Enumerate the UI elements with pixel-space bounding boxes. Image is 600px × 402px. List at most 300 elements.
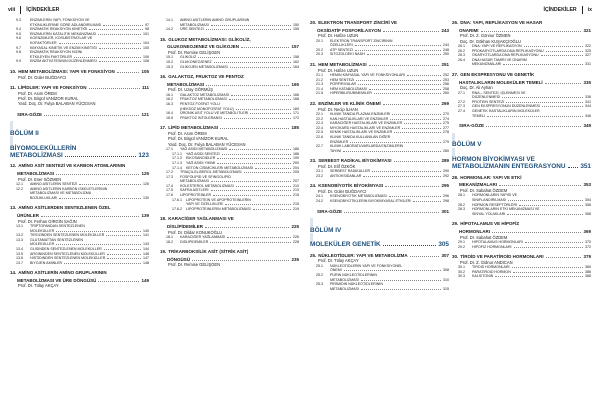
entry-number: 22. (310, 100, 317, 106)
page-ref: 139 (141, 212, 149, 218)
entry-title: TRİKARBOKSİLİK ASİT (SİTRİK ASİT) (168, 249, 249, 255)
chapter-entry (160, 37, 299, 43)
entry-title: DİSLİPİDEMİLER (167, 224, 204, 230)
page-ref: 111 (141, 84, 149, 90)
header-divider (20, 6, 21, 14)
page-ref: 215 (293, 202, 299, 207)
dot-leader (59, 198, 141, 199)
page-ref: 379 (583, 254, 591, 260)
entry-title: DNA: YAPI, REPLİKASYON VE HASAR (460, 20, 543, 25)
page-ref: 207 (293, 179, 299, 184)
entry-title: DİSLİPİDEMİLER (180, 239, 209, 244)
page-ref: 143 (143, 242, 149, 247)
entry-title: TAYİNİ (330, 148, 342, 153)
entry-number: 26.4 (458, 57, 465, 62)
dot-leader (89, 88, 140, 89)
dot-leader (383, 31, 440, 32)
entry-title: KSENOBİYOTİK METABOLİZMASI (330, 194, 387, 199)
entry-title: HİPOFİZ HORMONLARI (472, 244, 512, 249)
entry-number: 16.2 (166, 97, 173, 102)
entry-title: TİROİD VE PARATİROİD HORMONLARI (460, 254, 544, 260)
entry-title: ETKİNLİKLERİNE GÖRE ADLANDIRILMASI (30, 22, 102, 27)
entry-title: LİPOPROTEİNLERİN METABOLİZMASI (186, 206, 251, 211)
entry-number: 22.2 (316, 116, 323, 121)
page-ref: 369 (583, 228, 591, 234)
entry-title: GLİKOJEN METABOLİZMASI (180, 64, 228, 69)
dot-leader (355, 50, 441, 51)
entry-title: KLİNİK TANIDA PLAZMA ENZİMLERİ (330, 111, 391, 116)
entry-title: METABOLİZMASI (330, 286, 359, 291)
dot-leader (244, 172, 291, 173)
page-ref: 155 (293, 27, 299, 32)
page-ref: 144 (143, 246, 149, 251)
entry-title: PORFİRİYALAR (330, 82, 357, 87)
part-title-row (310, 241, 449, 248)
page-ref: 158 (293, 55, 299, 60)
entry-title: AMİNO ASİTLERİN KARBON İSKELETLERİNİN (30, 186, 108, 191)
dot-leader (236, 109, 291, 110)
dot-leader (568, 167, 579, 168)
toc-column-1 (10, 18, 149, 289)
entry-title: ENZİMLER VE KLİNİK ÖNEMİ (318, 100, 381, 106)
spacer (10, 265, 149, 268)
entry-number: 21. (310, 61, 317, 67)
part-title: METABOLİZMANIN ENTEGRASYONU (452, 163, 566, 171)
entry-title: GEN EKSPRESYONUN DÜZENLENMESİ (472, 104, 540, 109)
entry-title: ENZİMATİK REAKSİYON KİNETİĞİ (30, 27, 88, 32)
dot-leader (394, 161, 440, 162)
entry-title: ENZİMLERİN KATALİTİK MEKANİZMASI (30, 31, 96, 36)
entry-title: ONARIMI (459, 27, 479, 33)
entry-title: MOLEKÜLLER (30, 242, 55, 247)
entry-number: 23.2 (316, 173, 323, 178)
part-title-line: BİYOMOLEKÜLLERİN (10, 144, 77, 152)
spacer (10, 200, 149, 203)
entry-title: GENETİK HASTALIKLARIN MOLEKÜLER (472, 108, 540, 113)
page-ref: 278 (443, 130, 449, 135)
page-ref: 349 (583, 123, 591, 129)
part-number-line (452, 134, 591, 156)
dot-leader (344, 270, 441, 271)
dot-leader (99, 48, 141, 49)
section-entry (452, 274, 591, 279)
entry-number: 16.1 (166, 92, 173, 97)
dot-leader (224, 118, 291, 119)
dot-leader (369, 89, 441, 90)
entry-number: 12.2 (16, 186, 23, 191)
dot-leader (56, 174, 139, 175)
page-ref: 322 (585, 44, 591, 48)
dot-leader (64, 263, 141, 264)
dot-leader (356, 80, 441, 81)
author-name: Yard. Doç. Dr. Fulya BALABAN YÜCESAN (18, 101, 96, 107)
spacer (310, 153, 449, 156)
author-name: Prof. Dr. Tülay AKÇAY (318, 258, 359, 264)
dot-leader (410, 256, 440, 257)
dot-leader (361, 280, 441, 281)
page-ref: 205 (293, 170, 299, 175)
dot-leader (103, 25, 143, 26)
header-title-right: İÇİNDEKİLER (543, 7, 577, 13)
page-ref: 244 (443, 43, 449, 48)
entry-title: GLUKONEOJENEZ VE GLİKOJEN (167, 44, 240, 50)
chapter-entry (10, 112, 149, 118)
entry-number: 20.1 (316, 38, 323, 43)
entry-number: 25.2 (316, 273, 323, 278)
entry-number: 9.9 (16, 59, 21, 64)
dot-leader (74, 57, 141, 58)
entry-number: 17.6.2 (172, 206, 182, 211)
entry-title: HASTALIKLARIN MOLEKÜLER TEMELİ (459, 79, 543, 85)
entry-number: 15. (160, 36, 167, 42)
entry-title: KARACİĞER YAĞLANMASI (180, 235, 226, 240)
page-ref: 243 (441, 27, 449, 33)
dot-leader (255, 168, 291, 169)
dot-leader (481, 31, 582, 32)
page-ref: 325 (585, 48, 591, 53)
dot-leader (369, 65, 440, 66)
author-name: Prof. Dr. Asım ÖREM (168, 130, 207, 136)
dot-leader (222, 154, 291, 155)
page-number-right: ix (587, 7, 592, 13)
author-name: Prof. Dr. Necip İLHAN (318, 106, 358, 112)
page-ref: 204 (293, 165, 299, 170)
entry-number: 26.2 (458, 48, 465, 53)
entry-title: HEM KATABOLİZMASI (330, 86, 368, 91)
page-ref: 157 (291, 44, 299, 50)
entry-title: METABOLİZMASI VE ÜRE DÖNGÜSÜ (17, 277, 97, 283)
page-ref: 166 (293, 92, 299, 97)
entry-number: 9.8 (16, 50, 21, 55)
entry-number: 9.6 (16, 36, 21, 41)
entry-title: ARGİNİNDEN SENTEZLENEN MOLEKÜLLER (30, 251, 105, 256)
entry-title: DNA HASAR TAMİRİ VE ONARIM (472, 57, 527, 62)
dot-leader (89, 29, 143, 30)
dot-leader (385, 186, 439, 187)
entry-title: KOFAKTÖRLER (30, 40, 57, 45)
entry-title: MEKANİZMALARI (459, 182, 497, 188)
dot-leader (487, 116, 583, 117)
dot-leader (225, 204, 291, 205)
spacer (310, 57, 449, 60)
page-ref: 141 (143, 233, 149, 238)
entry-number: 21.5 (316, 91, 323, 96)
spacer (160, 120, 299, 123)
entry-title: SIRA-GÖZE (459, 123, 485, 129)
author-name: Prof. Dr. Remise GELİŞGEN (168, 262, 221, 268)
entry-title: PROKARYOTLARDA DNA REPLİKASYONU (472, 48, 544, 53)
dot-leader (211, 190, 291, 191)
entry-number: 15.2 (166, 59, 173, 64)
entry-title: DÜZENLENMESİ (472, 95, 501, 100)
dot-leader (383, 104, 440, 105)
chapter-entry (452, 72, 591, 78)
entry-number: 14.2 (166, 27, 173, 32)
dot-leader (502, 97, 583, 98)
page-ref: 97 (145, 22, 149, 27)
entry-title: DNA: YAPI VE REPLİKASYON (472, 44, 522, 48)
dot-leader (358, 84, 441, 85)
entry-title: OKSİDATİF FOSFORİLASYON (317, 27, 381, 33)
part-number-line (310, 219, 449, 241)
entry-title: PÜRİN NÜKLEOTİDLERİNİN (330, 273, 377, 278)
page-ref: 171 (293, 111, 299, 116)
page-ref: 185 (291, 125, 299, 131)
entry-title: (HEKSOZ MONOFOSFAT YOLU) (180, 106, 234, 111)
entry-number: 30. (452, 254, 459, 260)
dot-leader (198, 57, 291, 58)
entry-title: TİROİD HORMONLARI (472, 265, 510, 270)
entry-title: PROTEİN SENTEZİ (472, 99, 505, 104)
page-ref: 147 (143, 256, 149, 261)
dot-leader (389, 196, 441, 197)
part-heading (10, 122, 149, 159)
page-ref: 327 (585, 53, 591, 58)
entry-title: LİPOPROTEİN VE APOPROTEİNLERİN (186, 197, 251, 202)
dot-leader (407, 75, 441, 76)
entry-title: SIRA-GÖZE (317, 208, 343, 214)
entry-number: 28. (452, 174, 459, 180)
entry-title: KOENZİMLER, KOSUBSTRATLAR VE (30, 36, 93, 41)
dot-leader (402, 128, 441, 129)
entry-number: 17.1 (166, 147, 173, 152)
dot-leader (492, 232, 581, 233)
entry-number: 27.2 (458, 99, 465, 104)
entry-title: SERBEST RADİKAL BİYOKİMYASI (318, 158, 392, 164)
entry-title: TRİPTOFANDAN SENTEZLENEN (30, 223, 85, 228)
entry-number: 21.1 (316, 72, 323, 77)
author-name: Prof. Dr. Hafize UZUN (318, 33, 359, 39)
page-ref: 275 (443, 121, 449, 126)
spacer (310, 204, 449, 207)
entry-title: BİYOJEN AMİNLER (30, 260, 63, 265)
entry-number: 18. (160, 216, 167, 222)
dot-leader (65, 156, 137, 157)
page-ref: 310 (443, 277, 449, 282)
dot-leader (545, 83, 582, 84)
entry-number: 24.2 (316, 199, 323, 204)
entry-title: SIRA-GÖZE (17, 111, 43, 117)
entry-title: PENTOZ FOSFAT YOLU (180, 101, 220, 106)
part-title-row (10, 152, 149, 159)
entry-title: AMİNO ASİT SENTEZİ VE KARBON ATOMLARININ (18, 163, 126, 169)
entry-number: 20.2 (316, 47, 323, 52)
section-entry (310, 287, 449, 292)
dot-leader (361, 289, 441, 290)
spacer (452, 118, 591, 121)
author-name: Prof. Dr. Sabahat ÖZDEM (460, 234, 508, 240)
page-ref: 101 (143, 31, 149, 36)
page-ref: 370 (585, 239, 591, 244)
entry-number: 17.4 (166, 183, 173, 188)
page-ref: 308 (443, 268, 449, 273)
author-name: Prof. Dr. Elif ÖZKÖK (318, 163, 356, 169)
dot-leader (211, 181, 291, 182)
page-ref: 248 (443, 47, 449, 52)
entry-number: 21.2 (316, 77, 323, 82)
dot-leader (506, 102, 583, 103)
spacer (310, 178, 449, 181)
spacer (452, 249, 591, 252)
entry-number: 15.1 (166, 55, 173, 60)
chapter-entry (310, 20, 449, 26)
page-header-left (8, 4, 59, 16)
part-title: MOLEKÜLER GENETİK (310, 241, 381, 249)
spacer (160, 211, 299, 214)
entry-number: 22.6 (316, 134, 323, 139)
entry-number: 10. (10, 68, 17, 74)
author-name: Prof. Dr. Güler BUĞDAYCI (18, 74, 67, 80)
dot-leader (546, 51, 583, 52)
chapter-entry (452, 20, 591, 26)
entry-number: 17.6 (166, 193, 173, 198)
page-ref: 213 (293, 188, 299, 193)
entry-number: 16.3 (166, 101, 173, 106)
dot-leader (106, 235, 141, 236)
page-ref: 168 (293, 97, 299, 102)
entry-title: HORMONLARI (459, 228, 490, 234)
entry-title: KOLESTEROL METABOLİZMASI (180, 183, 234, 188)
entry-number: 29.2 (458, 244, 465, 249)
page-ref: 295 (441, 183, 449, 189)
entry-title: ENZİMLER (330, 139, 349, 144)
part-number-bar (452, 133, 591, 157)
entry-number: 12.1 (16, 181, 23, 186)
page-number-left: viii (8, 7, 16, 13)
page-ref: 98 (145, 27, 149, 32)
page-ref: 256 (443, 82, 449, 87)
dot-leader (524, 46, 583, 47)
dot-leader (206, 29, 291, 30)
author-name: Prof. Dr. Birgül VANİZOR KURAL (168, 136, 229, 142)
spacer (452, 216, 591, 219)
spacer (310, 96, 449, 99)
entry-title: ÜRONİK ASİT YOLU VE METABOLİTLERİ (180, 111, 249, 116)
entry-title: HEMİN KİMYASAL YAPI VE FONKSİYONLARI (330, 72, 405, 77)
author-name: Prof. Dr. Asım ÖREM (18, 90, 57, 96)
entry-title: KALSİTONİN (472, 274, 494, 279)
dot-leader (363, 176, 441, 177)
entry-number: 25.3 (316, 282, 323, 287)
page-ref: 351 (580, 163, 591, 171)
part-title-row (452, 163, 591, 170)
dot-leader (525, 242, 583, 243)
page-ref: 301 (441, 208, 449, 214)
entry-title: METABOLİZMASI VE METABOLİZMA (30, 191, 92, 196)
entry-number: 12. (10, 163, 17, 169)
entry-title: ÖZELLİKLERİ (330, 43, 353, 48)
entry-title: HEM SENTEZİ (330, 77, 355, 82)
dot-leader (355, 45, 441, 46)
entry-number: 17.3 (166, 174, 173, 179)
entry-title: ÖKARYOTLARDA DNA REPLİKASYONU (472, 53, 539, 58)
entry-title: KARACİĞER YAĞLANMASI VE (168, 216, 234, 222)
entry-title: ÜRE SENTEZİ (180, 27, 204, 32)
page-ref: 253 (443, 77, 449, 82)
entry-number: 13.7 (16, 260, 23, 265)
author-name: Prof. Dr. Tülay AKÇAY (18, 283, 59, 289)
page-ref: 335 (583, 79, 591, 85)
entry-title: AMİNO ASİTLERİN AMİNO GRUPLARININ (18, 270, 107, 276)
dot-leader (413, 201, 441, 202)
author-name: Prof. Dr. Ferhan GİRGİN SAĞIN (18, 218, 77, 224)
dot-leader (206, 85, 289, 86)
dot-leader (98, 281, 139, 282)
part-number: BÖLÜM II (10, 129, 39, 137)
page-ref: 346 (585, 113, 591, 118)
dot-leader (220, 128, 289, 129)
entry-title: SERBEST RADİKALLER (330, 169, 371, 174)
entry-number: 17.1.1 (172, 151, 182, 156)
dot-leader (499, 185, 581, 186)
entry-title: PARATİROİD HORMON (472, 269, 511, 274)
dot-leader (344, 212, 439, 213)
page-ref: 150 (293, 22, 299, 27)
entry-title: HORMONLAR: YAPI VE ETKİ (460, 174, 522, 180)
entry-number: 17.5 (166, 188, 173, 193)
entry-title: SİTOZOLDEKİ NADH (330, 52, 365, 57)
entry-title: HEM METABOLİZMASI: YAPI VE FONKSİYON (18, 68, 115, 74)
entry-title: KEMİK HASTALIKLARI VE ENZİMLER (330, 130, 393, 135)
entry-title: MOLEKÜLLER (30, 228, 55, 233)
page-ref: 279 (443, 139, 449, 144)
entry-title: KETON CİSİMCİKLERİ METABOLİZMASI (186, 165, 254, 170)
entry-title: BOZUKLUKLARI (30, 195, 58, 200)
page-ref: 123 (138, 151, 149, 159)
entry-number: 20.3 (316, 52, 323, 57)
entry-number: 26.3 (458, 53, 465, 58)
entry-title: LİPİDLER: YAPI VE FONKSİYON (18, 84, 87, 90)
entry-number: 16.4 (166, 111, 173, 116)
entry-title: HORMONLARIN YAPISI VE (472, 193, 517, 198)
page-ref: 149 (141, 277, 149, 283)
entry-number: 18.1 (166, 235, 173, 240)
entry-title: ÖNEMİ (330, 268, 342, 273)
entry-title: METABOLİZMASI (180, 179, 209, 184)
entry-title: ENZİMLERİN YAPI, FONKSİYON VE (30, 18, 90, 22)
entry-title: GALAKTOZ METABOLİZMASI (180, 92, 229, 97)
entry-title: RNA – SENTEZİ, İŞLENMESİ VE (472, 90, 526, 95)
spacer (10, 64, 149, 67)
part-number: BÖLÜM IV (310, 226, 342, 234)
dot-leader (507, 214, 583, 215)
dot-leader (514, 247, 583, 248)
entry-number: 13.4 (16, 246, 23, 251)
entry-title: AMİNO ASİTLERİN SENTEZİ (30, 181, 78, 186)
dot-leader (79, 184, 141, 185)
dot-leader (350, 142, 441, 143)
dot-leader (213, 195, 291, 196)
chapter-entry (452, 123, 591, 129)
entry-title: GALAKTOZ, FRUKTOZ VE PENTOZ (168, 74, 244, 80)
entry-number: 17.1.3 (172, 160, 182, 165)
dot-leader (508, 200, 583, 201)
page-ref: 354 (585, 197, 591, 202)
page-ref: 199 (293, 156, 299, 161)
entry-title: YAĞ ASİDİ METABOLİZMASI (180, 147, 228, 152)
page-ref: 260 (443, 91, 449, 96)
page-ref: 130 (143, 195, 149, 200)
page-ref: 235 (291, 256, 299, 262)
entry-number: 21.3 (316, 82, 323, 87)
page-ref: 296 (443, 194, 449, 199)
dot-leader (210, 242, 291, 243)
entry-number: 25. (310, 252, 317, 258)
dot-leader (236, 186, 291, 187)
entry-title: HORMON RESEPTÖRLERİ (472, 202, 518, 207)
entry-title: KARACİĞER HASTALIKLARI VE ENZİMLER (330, 121, 403, 126)
author-name: Doç. Dr. Gökhan KUŞAKÇIOĞLU (460, 38, 521, 44)
